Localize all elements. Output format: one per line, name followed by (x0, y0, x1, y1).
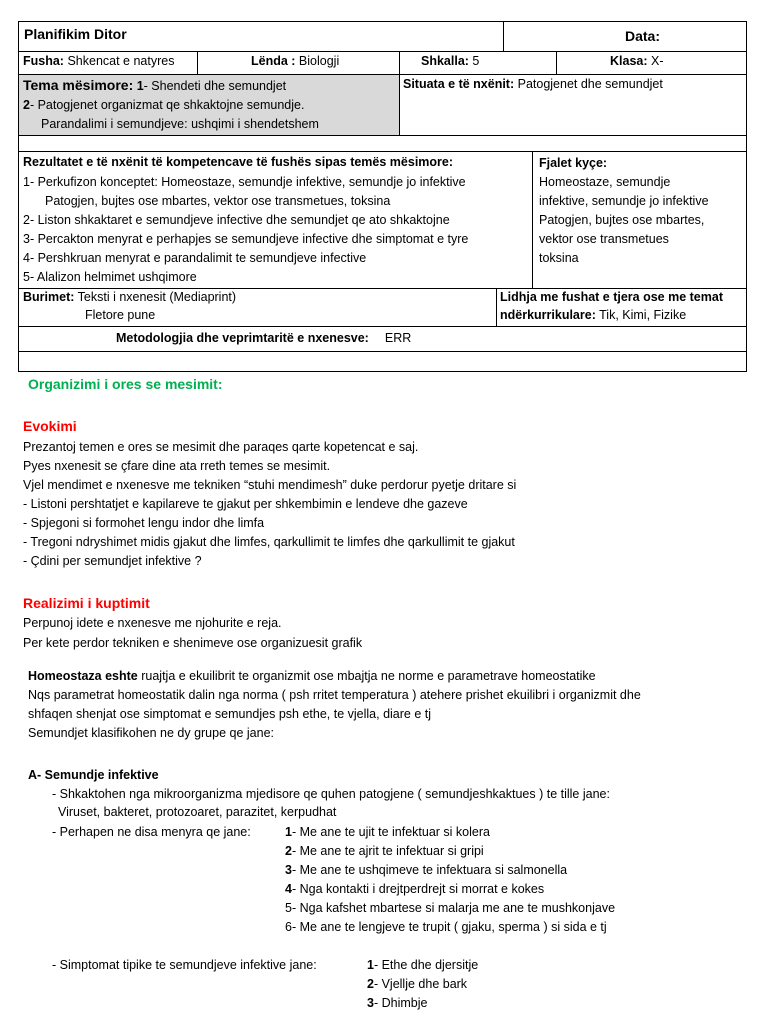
homeostasis-term: Homeostaza eshte (28, 669, 138, 683)
lesson-plan-table (18, 21, 747, 372)
homeostasis-line: Nqs parametrat homeostatik dalin nga norma ( psh rritet temperatura ) atehere prishet ekuilibri i organizmit dhe (28, 688, 641, 702)
sources-value-1: Teksti i nxenesit (Mediaprint) (74, 290, 237, 304)
spread-item (285, 842, 484, 861)
homeostasis-rest: ruajtja e ekuilibrit te organizmit ose mbajtja ne norme e parametrave homeostatike (137, 669, 596, 683)
lenda-label: Lënda : (251, 54, 296, 68)
spread-item-num: 4 (285, 882, 292, 896)
spread-item-text: - Me ane te ujit te infektuar si kolera (291, 825, 490, 839)
spread-item (285, 899, 615, 918)
realizimi-line: Perpunoj idete e nxenesve me njohurite e reja. (23, 616, 282, 630)
realizimi-heading: Realizimi i kuptimit (23, 595, 150, 611)
spread-item-text: - Me ane te lengjeve te trupit ( gjaku, sperma ) si sida e tj (291, 920, 607, 934)
outcome-item: 3- Percakton menyrat e perhapjes se semundjeve infective dhe simptomat e tyre (23, 232, 469, 246)
situation-value: Patogjenet dhe semundjet (514, 77, 663, 91)
sources-cell (23, 290, 236, 305)
organization-heading: Organizimi i ores se mesimit: (28, 376, 223, 392)
fusha-cell (23, 54, 174, 69)
sources-value-2: Fletore pune (85, 308, 156, 322)
keyword-line: toksina (539, 251, 579, 265)
evokimi-line: Pyes nxenesit se çfare dine ata rreth temes se mesimit. (23, 459, 331, 473)
spread-item-text: - Me ane te ushqimeve te infektuara si salmonella (291, 863, 568, 877)
topic-line-2 (23, 98, 304, 113)
links-label-2: ndërkurrikulare: (500, 308, 596, 322)
topic-line1-text: - Shendeti dhe semundjet (143, 79, 287, 93)
fusha-label: Fusha: (23, 54, 64, 68)
evokimi-line: - Tregoni ndryshimet midis gjakut dhe limfes, qarkullimit te limfes dhe qarkullimit te gjakut (23, 535, 515, 549)
symptom-item-text: - Vjellje dhe bark (373, 977, 468, 991)
symptom-item-num: 1 (367, 958, 374, 972)
evokimi-line: - Spjegoni si formohet lengu indor dhe limfa (23, 516, 265, 530)
fusha-value: Shkencat e natyres (63, 54, 175, 68)
plan-title: Planifikim Ditor (24, 26, 127, 42)
lenda-cell (251, 54, 339, 69)
spread-item (285, 880, 544, 899)
outcome-item: 1- Perkufizon konceptet: Homeostaze, semundje infektive, semundje jo infektive (23, 175, 466, 189)
symptom-item-text: - Dhimbje (373, 996, 428, 1010)
outcome-item: 5- Alalizon helmimet ushqimore (23, 270, 197, 284)
methodology-value: ERR (384, 331, 412, 345)
symptom-item (367, 975, 467, 994)
evokimi-line: - Listoni pershtatjet e kapilareve te gjakut per shkembimin e lendeve dhe gazeve (23, 497, 468, 511)
topic-line2-text: - Patogjenet organizmat qe shkaktojne semundje. (29, 98, 305, 112)
spread-item-num: 1 (285, 825, 292, 839)
evokimi-line: Prezantoj temen e ores se mesimit dhe paraqes qarte kopetencat e saj. (23, 440, 419, 454)
symptom-item-num: 2 (367, 977, 374, 991)
links-cell (500, 308, 686, 323)
klasa-label: Klasa: (610, 54, 648, 68)
lenda-value: Biologji (295, 54, 340, 68)
homeostasis-line: Semundjet klasifikohen ne dy grupe qe jane: (28, 726, 274, 740)
spread-item-num: 5 (285, 901, 292, 915)
evokimi-line: - Çdini per semundjet infektive ? (23, 554, 202, 568)
spread-intro: - Perhapen ne disa menyra qe jane: (52, 825, 251, 839)
klasa-value: X- (647, 54, 664, 68)
shkalla-cell (421, 54, 479, 69)
homeostasis-definition (28, 667, 596, 686)
keyword-line: vektor ose transmetues (539, 232, 669, 246)
homeostasis-line: shfaqen shenjat ose simptomat e semundjes psh ethe, te vjella, diare e tj (28, 707, 432, 721)
section-a-heading: A- Semundje infektive (28, 768, 159, 782)
cause-line: - Shkaktohen nga mikroorganizma mjedisore qe quhen patogjene ( semundjeshkaktues ) te tille jane: (52, 787, 610, 801)
spread-item-text: - Nga kafshet mbartese si malarja me ane te mushkonjave (291, 901, 616, 915)
symptom-item-num: 3 (367, 996, 374, 1010)
spread-item (285, 823, 490, 842)
topic-line1-num: 1 (133, 79, 144, 93)
symptom-item (367, 956, 478, 975)
methodology-label: Metodologjia dhe veprimtaritë e nxenesve: (116, 331, 369, 345)
topic-label: Tema mësimore: (23, 77, 134, 93)
spread-item (285, 918, 607, 937)
symptom-item (367, 994, 427, 1013)
spread-item-num: 3 (285, 863, 292, 877)
date-label: Data: (625, 28, 661, 44)
keywords-label: Fjalet kyçe: (539, 156, 608, 170)
spread-item-text: - Me ane te ajrit te infektuar si gripi (291, 844, 484, 858)
methodology-cell (116, 331, 411, 346)
situation-cell (403, 77, 663, 92)
sources-label: Burimet: (23, 290, 75, 304)
outcome-item: 2- Liston shkaktaret e semundjeve infective dhe semundjet qe ato shkaktojne (23, 213, 450, 227)
evokimi-heading: Evokimi (23, 418, 77, 434)
situation-label: Situata e të nxënit: (403, 77, 515, 91)
klasa-cell (610, 54, 664, 69)
topic-line-1 (23, 78, 286, 94)
links-label-1: Lidhja me fushat e tjera ose me temat (500, 290, 723, 304)
realizimi-line: Per kete perdor tekniken e shenimeve ose organizuesit grafik (23, 636, 363, 650)
keyword-line: infektive, semundje jo infektive (539, 194, 709, 208)
evokimi-line: Vjel mendimet e nxenesve me tekniken “stuhi mendimesh” duke perdorur pyetje dritare si (23, 478, 517, 492)
symptom-item-text: - Ethe dhe djersitje (373, 958, 479, 972)
symptoms-intro: - Simptomat tipike te semundjeve infektive jane: (52, 958, 317, 972)
spread-item (285, 861, 567, 880)
outcome-item: Patogjen, bujtes ose mbartes, vektor ose transmetues, toksina (45, 194, 391, 208)
cause-line: Viruset, bakteret, protozoaret, parazitet, kerpudhat (58, 805, 337, 819)
spread-item-num: 2 (285, 844, 292, 858)
spread-item-text: - Nga kontakti i drejtperdrejt si morrat e kokes (291, 882, 545, 896)
topic-line-3: Parandalimi i semundjeve: ushqimi i shendetshem (41, 117, 319, 131)
outcomes-label: Rezultatet e të nxënit të kompetencave të fushës sipas temës mësimore: (23, 155, 454, 169)
outcome-item: 4- Pershkruan menyrat e parandalimit te semundjeve infective (23, 251, 367, 265)
shkalla-value: 5 (468, 54, 480, 68)
shkalla-label: Shkalla: (421, 54, 469, 68)
links-value: Tik, Kimi, Fizike (595, 308, 687, 322)
topic-line2-num: 2 (23, 98, 30, 112)
spread-item-num: 6 (285, 920, 292, 934)
keyword-line: Homeostaze, semundje (539, 175, 671, 189)
keyword-line: Patogjen, bujtes ose mbartes, (539, 213, 705, 227)
